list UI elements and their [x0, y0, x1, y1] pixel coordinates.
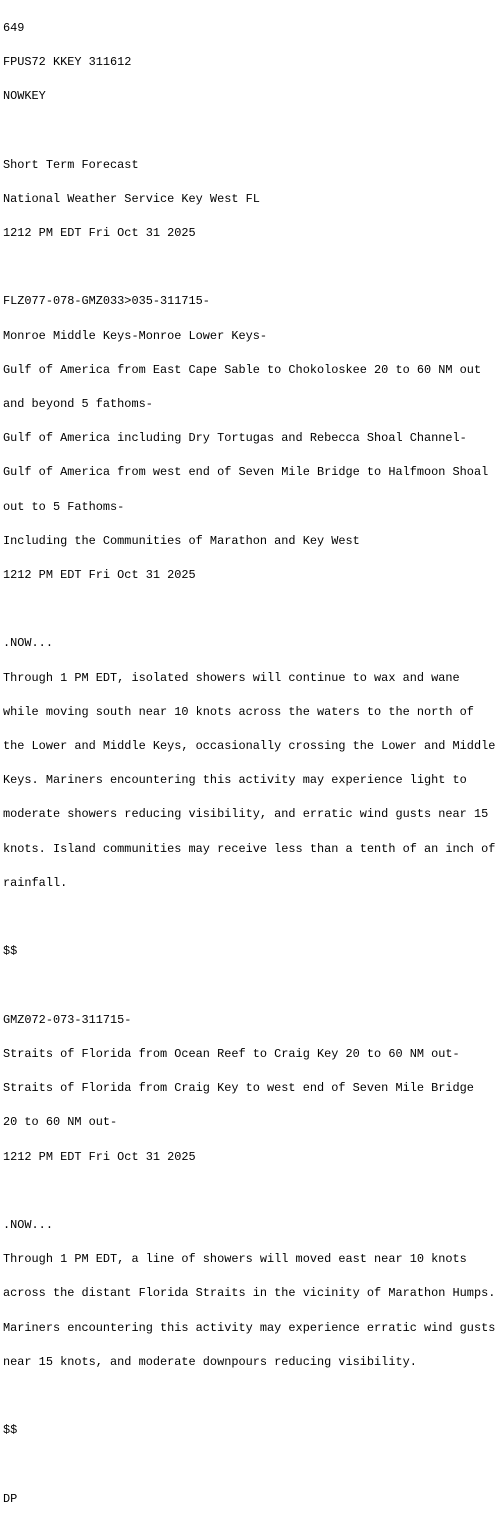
- line-segment-end: $$: [3, 1423, 18, 1438]
- blank-line: [3, 1186, 479, 1197]
- line-issue-time: 1212 PM EDT Fri Oct 31 2025: [3, 226, 196, 241]
- line-segment-end: $$: [3, 944, 18, 959]
- line-forecast-body: across the distant Florida Straits in the vicinity of Marathon Humps.: [3, 1286, 495, 1301]
- line-zone-codes: FLZ077-078-GMZ033>035-311715-: [3, 294, 210, 309]
- line-issuing-office: National Weather Service Key West FL: [3, 191, 260, 206]
- line-forecast-body: rainfall.: [3, 875, 68, 890]
- line-issue-time: 1212 PM EDT Fri Oct 31 2025: [3, 1149, 196, 1164]
- line-zone-names: Gulf of America from west end of Seven Mile Bridge to Halfmoon Shoal: [3, 465, 489, 480]
- line-now-header: .NOW...: [3, 636, 53, 651]
- line-product-number: 649: [3, 20, 25, 35]
- line-zone-names: Gulf of America including Dry Tortugas and Rebecca Shoal Channel-: [3, 431, 467, 446]
- line-zone-names: Monroe Middle Keys-Monroe Lower Keys-: [3, 328, 268, 343]
- line-communities: Including the Communities of Marathon and Key West: [3, 533, 360, 548]
- blank-line: [3, 1391, 479, 1402]
- line-now-header: .NOW...: [3, 1217, 53, 1232]
- line-awips-id: NOWKEY: [3, 89, 46, 104]
- blank-line: [3, 262, 479, 273]
- blank-line: [3, 125, 479, 136]
- line-forecast-body: knots. Island communities may receive less than a tenth of an inch of: [3, 841, 495, 856]
- line-zone-names: Straits of Florida from Craig Key to west end of Seven Mile Bridge: [3, 1081, 474, 1096]
- line-forecast-body: moderate showers reducing visibility, and erratic wind gusts near 15: [3, 807, 489, 822]
- line-forecast-body: near 15 knots, and moderate downpours reducing visibility.: [3, 1354, 417, 1369]
- line-zone-names: Gulf of America from East Cape Sable to Chokoloskee 20 to 60 NM out: [3, 362, 482, 377]
- blank-line: [3, 912, 479, 923]
- line-forecast-body: Through 1 PM EDT, a line of showers will moved east near 10 knots: [3, 1252, 467, 1267]
- blank-line: [3, 604, 479, 615]
- line-zone-names: and beyond 5 fathoms-: [3, 397, 153, 412]
- line-zone-names: Straits of Florida from Ocean Reef to Craig Key 20 to 60 NM out-: [3, 1046, 460, 1061]
- line-forecast-body: Keys. Mariners encountering this activity may experience light to: [3, 773, 467, 788]
- line-zone-codes: GMZ072-073-311715-: [3, 1012, 132, 1027]
- line-forecast-body: the Lower and Middle Keys, occasionally crossing the Lower and Middle: [3, 739, 495, 754]
- line-product-title: Short Term Forecast: [3, 157, 139, 172]
- line-wmo-header: FPUS72 KKEY 311612: [3, 55, 132, 70]
- line-forecaster-initials: DP: [3, 1491, 18, 1506]
- line-forecast-body: while moving south near 10 knots across the waters to the north of: [3, 704, 474, 719]
- line-forecast-body: Through 1 PM EDT, isolated showers will continue to wax and wane: [3, 670, 460, 685]
- blank-line: [3, 1459, 479, 1470]
- line-zone-names: 20 to 60 NM out-: [3, 1115, 118, 1130]
- line-zone-names: out to 5 Fathoms-: [3, 499, 125, 514]
- line-issue-time: 1212 PM EDT Fri Oct 31 2025: [3, 568, 196, 583]
- line-forecast-body: Mariners encountering this activity may experience erratic wind gusts: [3, 1320, 495, 1335]
- blank-line: [3, 981, 479, 992]
